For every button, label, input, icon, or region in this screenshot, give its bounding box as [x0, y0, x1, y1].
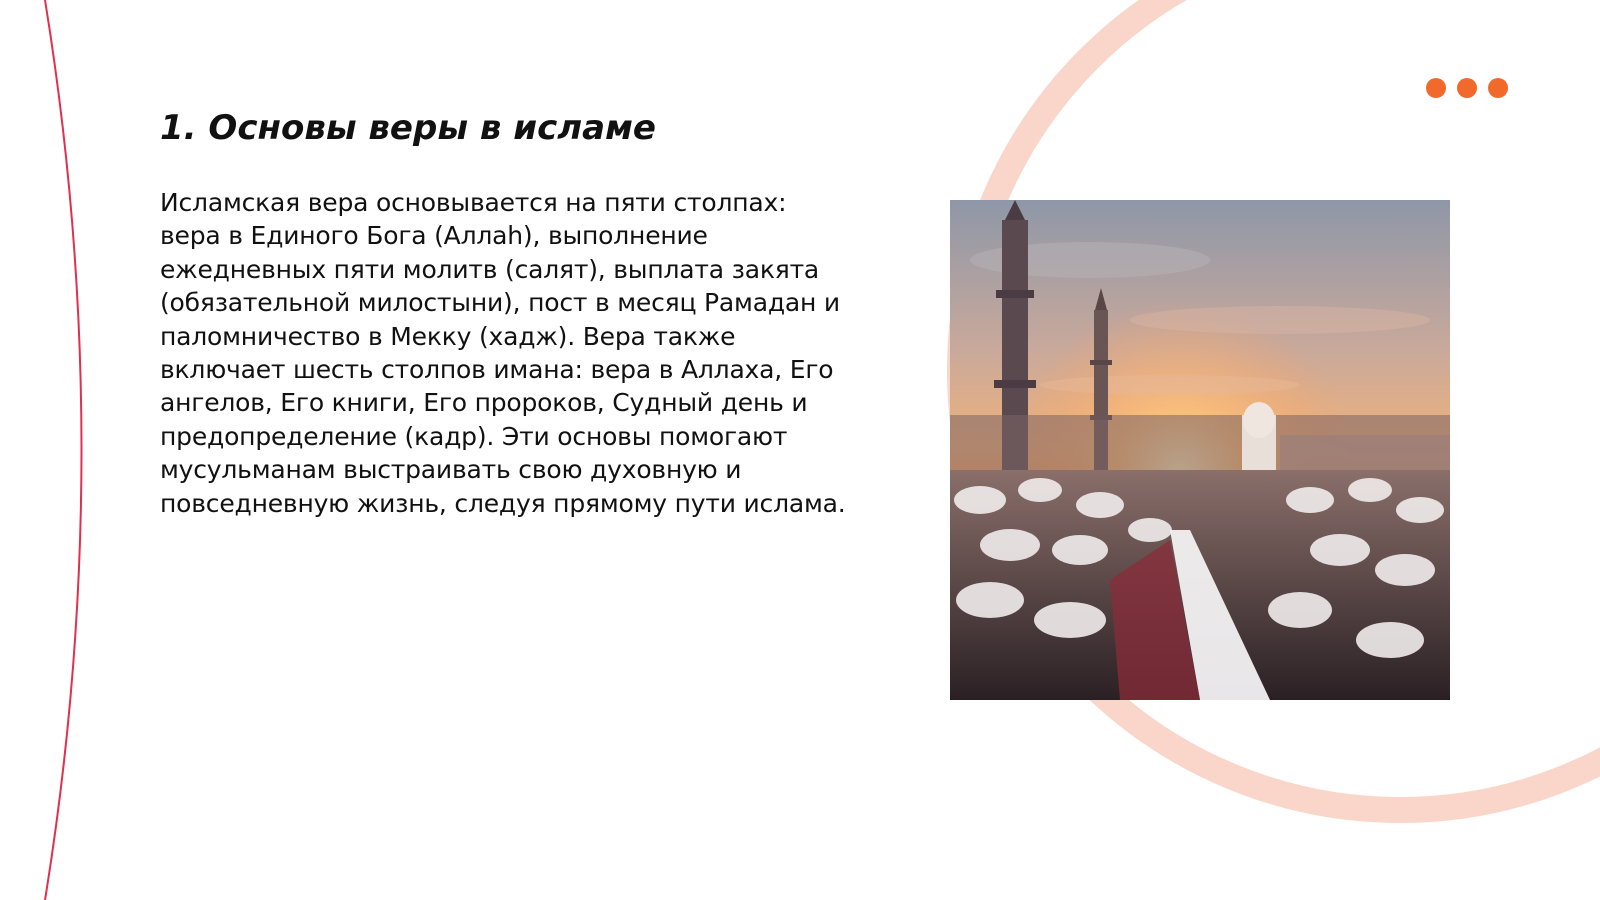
mosque-photo-illustration	[950, 200, 1450, 700]
slide-body-text: Исламская вера основывается на пяти столпах: вера в Единого Бога (Аллаһ), выполнение ежедневных пяти молитв (салят), выплата закята (обязательной милостыни), пост в месяц Рамадан и паломничество в Мекку (хадж). Вера также включает шесть столпов имана: вера в Аллаха, Его ангелов, Его книги, Его пророков, Судный день и предопределение (кадр). Эти основы помогают мусульманам выстраивать свою духовную и повседневную жизнь, следуя прямому пути ислама.	[160, 188, 846, 518]
slide-title: 1. Основы веры в исламе	[160, 108, 656, 148]
dot-icon	[1488, 78, 1508, 98]
dot-icon	[1426, 78, 1446, 98]
dots-decoration	[1426, 78, 1508, 98]
mosque-photo	[950, 200, 1450, 700]
left-red-curve	[45, 0, 82, 900]
dot-icon	[1457, 78, 1477, 98]
